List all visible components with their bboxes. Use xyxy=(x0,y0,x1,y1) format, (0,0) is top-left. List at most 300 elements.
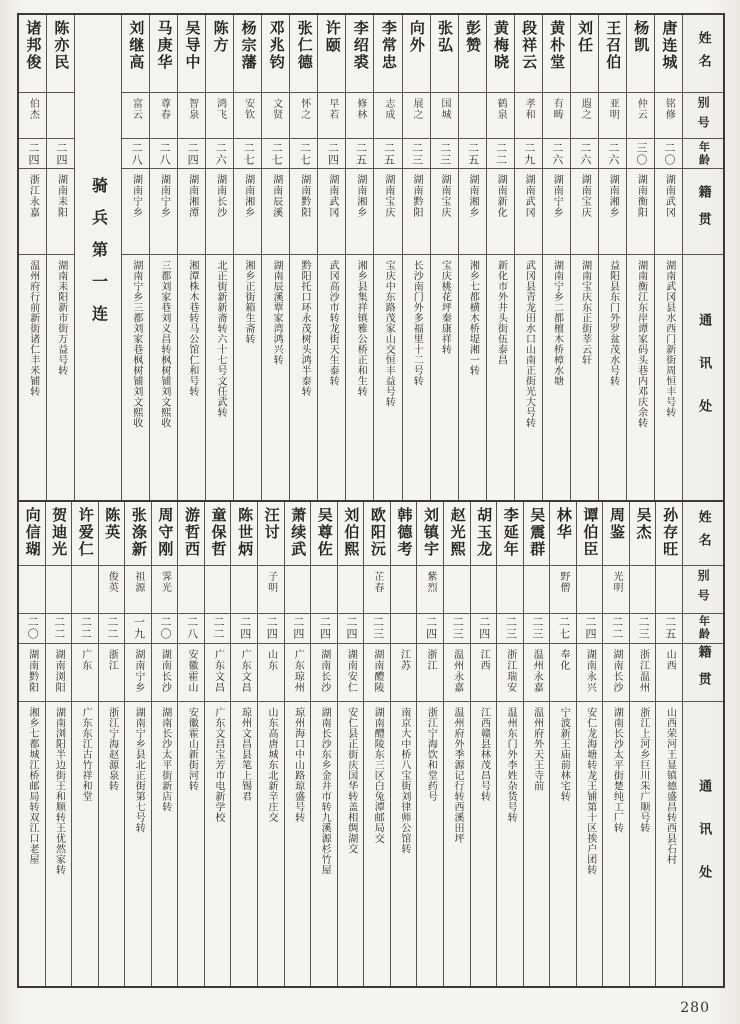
entry-address: 安仁县正街庆国华转盖相绸湖交 xyxy=(345,706,357,854)
entry-name-cell xyxy=(550,502,576,566)
entry-address: 武冈高沙市转龙街天生泰转 xyxy=(327,260,339,386)
entry-column xyxy=(45,502,72,987)
entry-address: 浙江上河乡巨川朱广顺号转 xyxy=(637,706,649,833)
entry-age: 三〇 xyxy=(634,141,648,166)
entry-age: 二〇 xyxy=(26,616,40,640)
unit-section-label-cell xyxy=(75,15,121,500)
entry-alias: 子明 xyxy=(265,570,277,593)
entry-address: 湖南长沙太平街新店转 xyxy=(159,706,171,812)
entry-age-cell xyxy=(206,139,233,169)
entry-native-place: 奉化 xyxy=(557,648,569,671)
header-label-name-cell xyxy=(683,15,723,93)
entry-native-place-cell xyxy=(417,644,443,702)
entry-native-place-cell xyxy=(178,169,205,255)
entry-column xyxy=(151,502,178,987)
entry-name: 邓兆钧 xyxy=(267,20,286,71)
entry-column xyxy=(257,502,284,987)
entry-age: 二八 xyxy=(158,141,172,166)
entry-native-place: 湖南湘乡 xyxy=(242,174,254,218)
entry-alias-cell xyxy=(459,93,486,139)
entry-alias-cell xyxy=(364,566,390,614)
entry-age: 一九 xyxy=(132,616,146,640)
entry-column xyxy=(177,502,204,987)
entry-name-cell xyxy=(571,15,598,93)
entry-address: 宝庆中东路茂家山交恒丰益号转 xyxy=(383,260,395,407)
entry-age-cell xyxy=(374,139,401,169)
entry-alias-cell xyxy=(19,566,45,614)
entry-address-cell xyxy=(374,255,401,500)
entry-name: 周鉴 xyxy=(607,506,626,541)
entry-name: 谭伯臣 xyxy=(581,506,600,558)
entry-native-place-cell xyxy=(459,169,486,255)
entry-alias: 仲云 xyxy=(635,98,647,120)
entry-name: 贺迪光 xyxy=(50,506,69,558)
entry-alias: 光明 xyxy=(610,570,622,593)
entry-address-cell xyxy=(178,702,204,987)
entry-native-place: 湖南衡阳 xyxy=(635,174,647,218)
entry-column xyxy=(655,502,682,987)
entry-address: 宁波新王庙前林宅转 xyxy=(558,706,570,801)
entry-alias-cell xyxy=(231,566,257,614)
entry-native-place: 湖南黔阳 xyxy=(298,174,310,218)
entry-native-place: 湖南耒阳 xyxy=(55,174,67,218)
entry-name-cell xyxy=(99,502,125,566)
entry-address-cell xyxy=(444,702,470,987)
entry-name: 陈英 xyxy=(103,506,122,541)
entry-name-cell xyxy=(152,502,178,566)
entry-alias-cell xyxy=(285,566,311,614)
entry-address: 广东东江古竹祥和堂 xyxy=(80,706,92,801)
entry-age: 二七 xyxy=(557,616,571,640)
entry-name: 吴尊佐 xyxy=(315,506,334,558)
entry-alias-cell xyxy=(471,566,497,614)
entry-age-cell xyxy=(630,614,656,644)
entry-name-cell xyxy=(178,15,205,93)
entry-column xyxy=(337,502,364,987)
entry-age-cell xyxy=(346,139,373,169)
entry-address: 安徽霍山新街河转 xyxy=(186,706,198,791)
entry-address-cell xyxy=(231,702,257,987)
entry-age: 二四 xyxy=(26,141,40,166)
entry-age: 二五 xyxy=(382,141,396,166)
entry-alias: 国城 xyxy=(439,98,450,120)
entry-native-place-cell xyxy=(497,644,523,702)
entry-address-cell xyxy=(338,702,364,987)
entry-address: 山东高唐城东北新辛庄交 xyxy=(266,706,278,822)
entry-native-place-cell xyxy=(72,644,98,702)
entry-age: 二九 xyxy=(522,141,536,166)
entry-name-cell xyxy=(655,15,682,93)
entry-native-place: 山东 xyxy=(265,648,277,671)
entry-native-place-cell xyxy=(630,644,656,702)
header-label-address: 通讯处 xyxy=(696,312,712,442)
entry-age-cell xyxy=(19,614,45,644)
entry-native-place: 湖南宝庆 xyxy=(439,174,450,218)
entry-age: 二六 xyxy=(606,141,620,166)
entry-name: 吴杰 xyxy=(634,506,653,541)
entry-name: 陈方 xyxy=(211,20,230,54)
entry-name-cell xyxy=(364,502,390,566)
entry-address: 浙江宁海饮和堂药号 xyxy=(425,706,437,801)
entry-native-place-cell xyxy=(603,644,629,702)
entry-column xyxy=(230,502,257,987)
entry-name: 陈亦民 xyxy=(52,20,71,71)
entry-native-place: 湖南宁乡 xyxy=(158,174,170,218)
entry-age: 二六 xyxy=(214,141,228,166)
entry-column xyxy=(570,15,598,500)
entry-name: 彭赞 xyxy=(463,20,482,54)
entry-native-place: 江西 xyxy=(478,648,490,671)
entry-alias-cell xyxy=(417,566,443,614)
entry-alias: 富云 xyxy=(130,98,142,120)
entry-alias: 展之 xyxy=(410,98,422,120)
entry-age: 二四 xyxy=(265,616,279,640)
entry-age-cell xyxy=(487,139,514,169)
entry-age: 二三 xyxy=(438,141,452,166)
entry-native-place-cell xyxy=(655,169,682,255)
entry-age: 二三 xyxy=(410,141,424,166)
entry-age-cell xyxy=(285,614,311,644)
directory-table-bottom xyxy=(19,500,723,987)
entry-column xyxy=(514,15,542,500)
entry-alias-cell xyxy=(125,566,151,614)
entry-native-place-cell xyxy=(99,644,125,702)
entry-age-cell xyxy=(178,139,205,169)
entry-address-cell xyxy=(125,702,151,987)
entry-name-cell xyxy=(258,502,284,566)
entry-native-place: 温州永嘉 xyxy=(451,648,463,693)
entry-name-cell xyxy=(72,502,98,566)
entry-address: 长沙南门外多福里十二号转 xyxy=(411,260,423,386)
entry-address-cell xyxy=(47,255,74,500)
entry-alias-cell xyxy=(497,566,523,614)
entry-native-place-cell xyxy=(206,169,233,255)
entry-native-place-cell xyxy=(627,169,654,255)
entry-age-cell xyxy=(125,614,151,644)
entry-name-cell xyxy=(627,15,654,93)
entry-native-place-cell xyxy=(471,644,497,702)
entry-alias-cell xyxy=(599,93,626,139)
header-label-native-place-cell xyxy=(683,644,723,702)
entry-age: 二二 xyxy=(79,616,93,640)
entry-address-cell xyxy=(515,255,542,500)
entry-name-cell xyxy=(403,15,430,93)
entry-alias: 野僧 xyxy=(557,570,569,593)
entry-native-place: 温州永嘉 xyxy=(531,648,543,693)
entry-alias-cell xyxy=(655,93,682,139)
entry-age-cell xyxy=(403,139,430,169)
entry-native-place: 湖南武冈 xyxy=(663,174,675,218)
entry-native-place-cell xyxy=(125,644,151,702)
entry-address-cell xyxy=(431,255,458,500)
entry-age: 二〇 xyxy=(662,141,676,166)
entry-address: 宝庆桃花坪秦康祥转 xyxy=(439,260,451,355)
entry-alias: 文贤 xyxy=(270,98,282,120)
header-label-age-cell xyxy=(683,614,723,644)
entry-age-cell xyxy=(364,614,390,644)
entry-address: 温州府外天王寺前 xyxy=(531,706,543,791)
entry-age: 二七 xyxy=(270,141,284,166)
entry-native-place-cell xyxy=(46,644,72,702)
entry-name: 吴震群 xyxy=(528,506,547,558)
entry-alias-cell xyxy=(543,93,570,139)
entry-native-place-cell xyxy=(403,169,430,255)
entry-column xyxy=(598,15,626,500)
entry-native-place-cell xyxy=(577,644,603,702)
entry-age-cell xyxy=(577,614,603,644)
entry-name-cell xyxy=(487,15,514,93)
entry-address-cell xyxy=(550,702,576,987)
entry-column xyxy=(98,502,125,987)
entry-address-cell xyxy=(178,255,205,500)
entry-name-cell xyxy=(603,502,629,566)
entry-column xyxy=(373,15,401,500)
entry-name-cell xyxy=(19,502,45,566)
entry-name-cell xyxy=(524,502,550,566)
entry-address: 湖南衡江东岸谭家码头巷内邓庆余转 xyxy=(635,260,647,428)
entry-column xyxy=(486,15,514,500)
entry-age-cell xyxy=(152,614,178,644)
entry-column xyxy=(177,15,205,500)
entry-name: 胡玉龙 xyxy=(475,506,494,558)
entry-native-place-cell xyxy=(656,644,682,702)
header-label-address-cell xyxy=(683,255,723,500)
entry-address-cell xyxy=(206,255,233,500)
entry-native-place-cell xyxy=(258,644,284,702)
entry-native-place-cell xyxy=(290,169,317,255)
entry-age: 二六 xyxy=(578,141,592,166)
entry-address-cell xyxy=(262,255,289,500)
entry-native-place: 浙江瑞安 xyxy=(504,648,516,693)
entry-alias: 尊春 xyxy=(158,98,170,120)
entry-native-place: 湖南长沙 xyxy=(214,174,226,218)
entry-age-cell xyxy=(471,614,497,644)
entry-column xyxy=(654,15,682,500)
entry-age-cell xyxy=(543,139,570,169)
column-header xyxy=(682,502,723,987)
entry-address-cell xyxy=(364,702,390,987)
entry-alias-cell xyxy=(234,93,261,139)
entry-name-cell xyxy=(338,502,364,566)
entry-alias: 俊英 xyxy=(106,570,118,593)
entry-address: 广东文昌宝芳市电新学校 xyxy=(212,706,224,822)
entry-address: 温州府行前新街诸仁丰米铺转 xyxy=(27,260,39,397)
entry-address-cell xyxy=(627,255,654,500)
entry-native-place-cell xyxy=(47,169,74,255)
entry-name: 黄朴堂 xyxy=(548,20,567,71)
entry-name: 刘镇宇 xyxy=(422,506,440,558)
entry-age: 二四 xyxy=(584,616,598,640)
entry-age-cell xyxy=(459,139,486,169)
entry-name: 向外 xyxy=(407,20,426,54)
entry-age-cell xyxy=(122,139,149,169)
entry-native-place-cell xyxy=(318,169,345,255)
entry-alias-cell xyxy=(206,93,233,139)
entry-age-cell xyxy=(497,614,523,644)
entry-age: 二二 xyxy=(494,141,508,166)
entry-alias: 鸿飞 xyxy=(214,98,226,120)
entry-address-cell xyxy=(152,702,178,987)
entry-age: 二八 xyxy=(185,616,199,640)
entry-age-cell xyxy=(444,614,470,644)
entry-age-cell xyxy=(311,614,337,644)
entry-name: 马庚华 xyxy=(155,20,174,71)
entry-age-cell xyxy=(515,139,542,169)
header-label-age: 年龄 xyxy=(697,615,711,641)
entry-name: 许颐 xyxy=(323,20,342,54)
entry-name: 段祥云 xyxy=(520,20,539,71)
entry-native-place-cell xyxy=(234,169,261,255)
entry-name: 黄梅晓 xyxy=(492,20,511,71)
entry-age-cell xyxy=(262,139,289,169)
header-label-age: 年龄 xyxy=(697,140,711,167)
entry-address-cell xyxy=(571,255,598,500)
entry-name: 杨宗藩 xyxy=(239,20,258,71)
entry-age: 二四 xyxy=(318,616,332,640)
entry-name-cell xyxy=(374,15,401,93)
entry-native-place-cell xyxy=(150,169,177,255)
entry-address: 琼州海口中山路琼盛号转 xyxy=(292,706,304,822)
entry-alias: 芷春 xyxy=(371,570,383,593)
entry-alias: 怀之 xyxy=(298,98,310,120)
entry-name: 张仁德 xyxy=(295,20,314,71)
entry-alias-cell xyxy=(262,93,289,139)
entry-column xyxy=(523,502,550,987)
entry-address-cell xyxy=(391,702,417,987)
entry-column xyxy=(310,502,337,987)
entry-native-place: 浙江永嘉 xyxy=(27,174,39,218)
entry-alias-cell xyxy=(515,93,542,139)
entry-alias: 有畴 xyxy=(551,98,563,120)
entry-native-place: 广东文昌 xyxy=(212,648,224,693)
entry-native-place: 广东琼州 xyxy=(292,648,304,693)
entry-name: 唐连城 xyxy=(660,20,679,71)
entry-age-cell xyxy=(258,614,284,644)
entry-native-place: 浙江温州 xyxy=(637,648,649,693)
entry-native-place: 湖南湘乡 xyxy=(607,174,619,218)
entry-alias: 霁光 xyxy=(159,570,171,593)
entry-address-cell xyxy=(122,255,149,500)
entry-alias-cell xyxy=(627,93,654,139)
entry-native-place: 湖南永兴 xyxy=(584,648,596,693)
entry-native-place-cell xyxy=(599,169,626,255)
entry-age: 二四 xyxy=(477,616,491,640)
entry-native-place-cell xyxy=(152,644,178,702)
entry-native-place-cell xyxy=(19,644,45,702)
entry-address-cell xyxy=(318,255,345,500)
entry-native-place: 浙江 xyxy=(425,648,437,671)
entry-name-cell xyxy=(234,15,261,93)
entry-address-cell xyxy=(150,255,177,500)
entry-native-place: 湖南湘潭 xyxy=(186,174,198,218)
entry-name-cell xyxy=(497,502,523,566)
entry-alias-cell xyxy=(374,93,401,139)
entry-address: 湖南醴陵东三区白兔潭邮局交 xyxy=(372,706,384,843)
entry-column xyxy=(549,502,576,987)
entry-alias-cell xyxy=(550,566,576,614)
entry-name-cell xyxy=(431,15,458,93)
entry-native-place: 浙江 xyxy=(106,648,118,671)
entry-name-cell xyxy=(46,502,72,566)
entry-address-cell xyxy=(72,702,98,987)
entry-address-cell xyxy=(599,255,626,500)
entry-column xyxy=(284,502,311,987)
entry-age-cell xyxy=(290,139,317,169)
entry-address: 湘乡七都城江桥邮局转双江口老屋 xyxy=(26,706,38,864)
entry-column xyxy=(542,15,570,500)
entry-age: 二八 xyxy=(130,141,144,166)
entry-address: 黔阳托口环永茂树头鸿半泰转 xyxy=(299,260,311,397)
header-label-age-cell xyxy=(683,139,723,169)
entry-age-cell xyxy=(178,614,204,644)
entry-address-cell xyxy=(487,255,514,500)
entry-column xyxy=(19,502,45,987)
entry-age: 二五 xyxy=(466,141,480,166)
entry-age: 二七 xyxy=(242,141,256,166)
entry-alias-cell xyxy=(99,566,125,614)
entry-address-cell xyxy=(290,255,317,500)
entry-column xyxy=(121,15,149,500)
entry-alias: 遐之 xyxy=(579,98,591,120)
entry-age-cell xyxy=(231,614,257,644)
entry-age-cell xyxy=(571,139,598,169)
entry-column xyxy=(626,15,654,500)
entry-age: 二二 xyxy=(105,616,119,640)
entry-age-cell xyxy=(627,139,654,169)
entry-column xyxy=(602,502,629,987)
entry-age-cell xyxy=(417,614,443,644)
entry-native-place: 湖南长沙 xyxy=(159,648,171,693)
header-label-native-place-cell xyxy=(683,169,723,255)
entry-alias-cell xyxy=(487,93,514,139)
entry-alias-cell xyxy=(603,566,629,614)
entry-address-cell xyxy=(99,702,125,987)
entry-native-place-cell xyxy=(487,169,514,255)
entry-name-cell xyxy=(231,502,257,566)
entry-address: 新化市外井头街伍泰昌 xyxy=(495,260,507,365)
entry-native-place: 湖南宝庆 xyxy=(579,174,591,218)
entry-address: 湖南长沙东乡金井市转九溪源杉竹屋 xyxy=(319,706,331,875)
entry-alias-cell xyxy=(72,566,98,614)
entry-column xyxy=(390,502,417,987)
entry-name: 刘任 xyxy=(576,20,595,54)
entry-name-cell xyxy=(19,15,46,93)
entry-native-place: 湖南醴陵 xyxy=(371,648,383,693)
entry-name: 萧续武 xyxy=(289,506,308,558)
entry-column xyxy=(576,502,603,987)
entry-name: 刘伯熙 xyxy=(342,506,361,558)
entry-column xyxy=(204,502,231,987)
entry-alias-cell xyxy=(150,93,177,139)
entry-name: 张涤新 xyxy=(129,506,148,558)
entry-alias: 孝和 xyxy=(523,98,535,120)
entry-address: 江西赣县林茂昌号转 xyxy=(478,706,490,801)
entry-native-place-cell xyxy=(515,169,542,255)
entry-address-cell xyxy=(285,702,311,987)
entry-column xyxy=(289,15,317,500)
entry-alias-cell xyxy=(431,93,458,139)
entry-name-cell xyxy=(311,502,337,566)
entry-name: 孙存旺 xyxy=(661,506,680,558)
entry-column xyxy=(71,502,98,987)
entry-alias: 亚明 xyxy=(607,98,619,120)
entry-address-cell xyxy=(46,702,72,987)
entry-age: 二二 xyxy=(610,616,624,640)
entry-name-cell xyxy=(346,15,373,93)
entry-native-place: 湖南长沙 xyxy=(318,648,330,693)
entry-alias-cell xyxy=(19,93,46,139)
entry-age-cell xyxy=(234,139,261,169)
